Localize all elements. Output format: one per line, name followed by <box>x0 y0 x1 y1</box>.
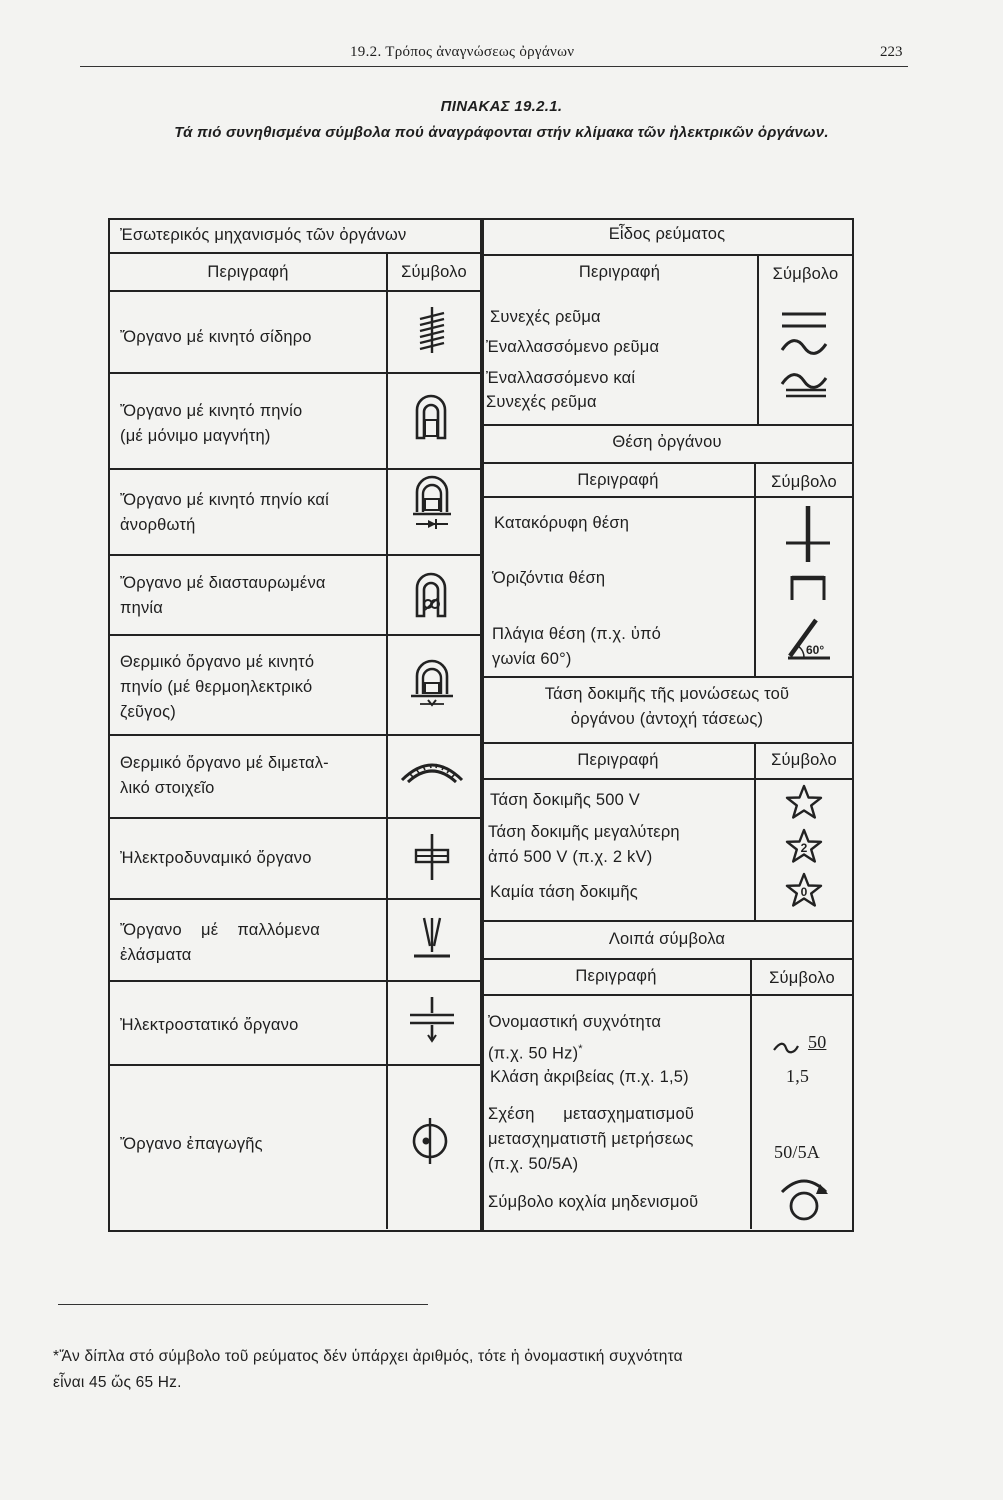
divider <box>110 290 480 292</box>
footnote-text: Ἄν δίπλα στό σύμβολο τοῦ ρεύματος δέν ὑπάρχει ἀριθμός, τότε ἡ ὀνομαστική συχνότητα <box>59 1348 683 1365</box>
row-description: γωνία 60°) <box>492 650 572 668</box>
column-header-description: Περιγραφή <box>577 751 659 769</box>
row-description: ἀνορθωτή <box>120 516 196 534</box>
induction-icon <box>408 1116 452 1166</box>
row-description: Τάση δοκιμῆς μεγαλύτερη <box>488 823 680 841</box>
column-header-description: Περιγραφή <box>578 263 661 281</box>
row-description: (π.χ. 50/5A) <box>488 1155 579 1173</box>
row-description: (μέ μόνιμο μαγνήτη) <box>120 427 271 445</box>
footnote-marker: * <box>578 1043 583 1055</box>
table-caption-number: ΠΙΝΑΚΑΣ 19.2.1. <box>440 98 563 115</box>
row-description: Ὄργανο μέ κινητό σίδηρο <box>120 328 312 346</box>
row-description: Ὄργανο μέ διασταυρωμένα <box>120 574 326 592</box>
divider <box>482 958 852 960</box>
row-description: Κλάση ἀκριβείας (π.χ. 1,5) <box>490 1068 689 1086</box>
divider <box>754 462 756 676</box>
transformer-ratio-value: 50/5A <box>774 1142 820 1162</box>
divider <box>110 980 480 982</box>
ac-icon <box>780 336 828 358</box>
divider <box>110 372 480 374</box>
column-header-description: Περιγραφή <box>577 471 659 489</box>
divider <box>482 676 852 678</box>
row-description: μετασχηματιστῆ μετρήσεως <box>488 1130 694 1148</box>
column-header-symbol: Σύμβολο <box>771 751 837 769</box>
crossed-coils-icon <box>413 568 449 620</box>
star-no-test-icon <box>785 872 823 908</box>
inclined-position-icon <box>784 616 834 664</box>
test-voltage-section-title-cont: ὀργάνου (ἀντοχή τάσεως) <box>570 710 764 728</box>
row-description: ἐλάσματα <box>120 946 192 964</box>
column-header-symbol: Σύμβολο <box>769 969 835 987</box>
divider <box>482 742 852 744</box>
row-description: Καμία τάση δοκιμῆς <box>490 883 638 901</box>
row-description: Σύμβολο κοχλία μηδενισμοῦ <box>488 1193 699 1211</box>
divider <box>386 252 388 1229</box>
divider <box>110 468 480 470</box>
divider <box>110 554 480 556</box>
footnote-mark: * <box>53 1348 60 1365</box>
row-description: Ὄργανο μέ κινητό πηνίο καί <box>120 491 330 509</box>
row-description: Ἐναλλασσόμενο ρεῦμα <box>486 338 660 356</box>
electrostatic-icon <box>408 995 456 1045</box>
row-description: Τάση δοκιμῆς 500 V <box>490 791 640 809</box>
thermocouple-icon <box>408 656 456 710</box>
column-header-description: Περιγραφή <box>575 967 657 985</box>
row-description: Ἠλεκτροδυναμικό ὄργανο <box>120 849 312 867</box>
moving-iron-icon <box>410 305 454 355</box>
other-section-title: Λοιπά σύμβολα <box>608 930 726 948</box>
row-description: Ὀνομαστική συχνότητα <box>488 1013 662 1031</box>
test-voltage-section-title: Τάση δοκιμῆς τῆς μονώσεως τοῦ <box>544 685 790 703</box>
divider <box>110 898 480 900</box>
star-label: 0 <box>800 885 808 899</box>
footnote-rule <box>58 1304 428 1305</box>
footnote-line-2: εἶναι 45 ὥς 65 Hz. <box>53 1374 182 1391</box>
divider <box>482 778 852 780</box>
row-description: Ἐναλλασσόμενο καί <box>486 369 636 387</box>
row-description: Ὄργανο μέ παλλόμενα <box>120 921 320 939</box>
column-header-symbol: Σύμβολο <box>401 263 467 281</box>
table-caption-title: Τά πιό συνηθισμένα σύμβολα πού ἀναγράφονται στήν κλίμακα τῶν ἠλεκτρικῶν ὀργάνων. <box>174 124 829 141</box>
running-header-title: 19.2. Τρόπος ἀναγνώσεως ὀργάνων <box>350 44 575 60</box>
row-description: Ὄργανο ἐπαγωγῆς <box>120 1135 263 1153</box>
row-description: Ὁριζόντια θέση <box>492 569 606 587</box>
column-header-symbol: Σύμβολο <box>771 473 837 491</box>
row-description: Θερμικό ὄργανο μέ διμεταλ- <box>120 754 329 772</box>
row-description: Σχέση μετασχηματισμοῦ <box>488 1105 695 1123</box>
footnote-line-1 <box>53 1348 683 1366</box>
accuracy-class-value: 1,5 <box>786 1066 810 1086</box>
divider <box>750 958 752 1229</box>
vertical-position-icon <box>784 498 832 568</box>
frequency-icon <box>772 1040 800 1056</box>
moving-coil-icon <box>413 390 449 442</box>
star-2kv-icon <box>785 828 823 864</box>
divider <box>110 1064 480 1066</box>
divider <box>482 462 852 464</box>
dc-icon <box>780 308 828 332</box>
divider <box>110 817 480 819</box>
divider <box>110 634 480 636</box>
ac-dc-icon <box>780 372 828 400</box>
row-description: ζεῦγος) <box>120 703 176 721</box>
row-description: Ὄργανο μέ κινητό πηνίο <box>120 402 303 420</box>
column-header-symbol: Σύμβολο <box>772 265 839 283</box>
star-500v-icon <box>785 784 823 820</box>
bimetal-icon <box>398 752 466 788</box>
zero-adjust-screw-icon <box>776 1172 832 1224</box>
row-description: Κατακόρυφη θέση <box>494 514 630 532</box>
frequency-value: 50 <box>808 1032 827 1052</box>
moving-coil-rectifier-icon <box>410 472 454 532</box>
vibrating-reed-icon <box>410 912 454 962</box>
left-block-border <box>108 218 484 1232</box>
row-description: Θερμικό ὄργανο μέ κινητό <box>120 653 315 671</box>
page-number: 223 <box>880 44 903 60</box>
star-label: 2 <box>800 841 808 855</box>
row-description: πηνίο (μέ θερμοηλεκτρικό <box>120 678 313 696</box>
divider <box>482 424 852 426</box>
row-description: πηνία <box>120 599 164 617</box>
column-header-description: Περιγραφή <box>207 263 289 281</box>
current-section-title: Εἶδος ρεύματος <box>608 225 726 243</box>
divider <box>110 252 480 254</box>
electrodynamic-icon <box>410 832 454 882</box>
row-description: λικό στοιχεῖο <box>120 779 215 797</box>
divider <box>482 994 852 996</box>
row-description: ἀπό 500 V (π.χ. 2 kV) <box>488 848 653 866</box>
divider <box>110 734 480 736</box>
row-description-text: (π.χ. 50 Hz) <box>488 1044 579 1063</box>
divider <box>482 920 852 922</box>
position-section-title: Θέση ὀργάνου <box>612 433 722 451</box>
row-description: Συνεχές ρεῦμα <box>486 393 597 411</box>
header-rule <box>80 66 908 67</box>
left-section-title: Ἐσωτερικός μηχανισμός τῶν ὀργάνων <box>120 226 407 244</box>
row-description: Ἠλεκτροστατικό ὄργανο <box>120 1016 299 1034</box>
row-description <box>488 1037 583 1066</box>
row-description: Συνεχές ρεῦμα <box>490 308 601 326</box>
angle-label: 60° <box>806 643 825 657</box>
horizontal-position-icon <box>784 572 832 602</box>
row-description: Πλάγια θέση (π.χ. ὑπό <box>492 625 662 643</box>
divider <box>482 254 852 256</box>
